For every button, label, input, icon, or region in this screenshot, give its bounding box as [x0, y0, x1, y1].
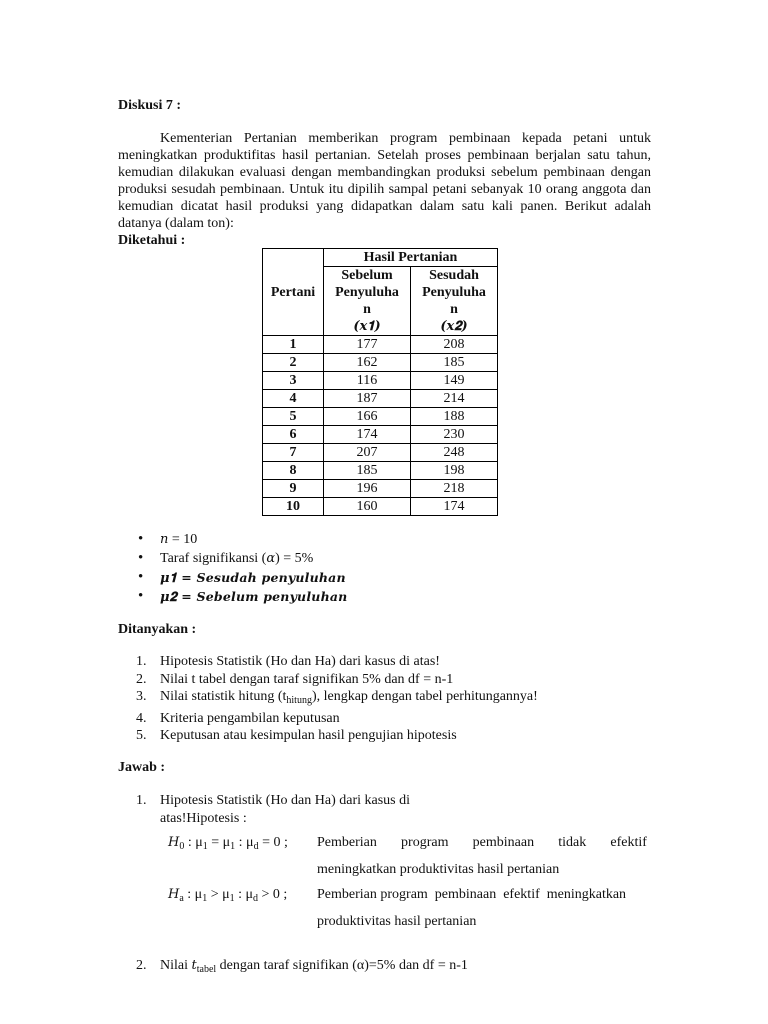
asked-item-number: 3. [136, 689, 147, 704]
cell-pertani: 7 [263, 444, 324, 462]
answer-heading: Jawab : [118, 760, 166, 775]
asked-item-text: Nilai t tabel dengan taraf signifikan 5% dan df = n-1 [160, 671, 454, 687]
ha-desc-line1: Pemberian program pembinaan efektif meningkatkan [317, 887, 627, 902]
intro-paragraph: Kementerian Pertanian memberikan program pembinaan kepada petani untuk meningkatkan produktifitas hasil pertanian. Setelah proses pembinaan berjalan satu tahun, kemudian dilakukan evaluasi dengan membandingkan produksi sebelum pembinaan dengan produksi sesudah pembinaan. Untuk itu dipilih sampal petani sebanyak 10 orang anggota dan kemudian dicatat hasil produksi yang didapatkan dalam satu kali panen. Berikut adalah datanya (dalam ton): [118, 131, 651, 231]
given-n [118, 530, 347, 549]
cell-before: 174 [324, 426, 411, 444]
answer-item-1-line1: Hipotesis Statistik (Ho dan Ha) dari kasus di [160, 793, 411, 808]
table-row [263, 354, 498, 372]
ha-mu-sub: 1 [202, 893, 208, 904]
t-symbol: t [191, 958, 197, 973]
cell-before: 160 [324, 498, 411, 516]
h0-subscript: 0 [179, 841, 185, 852]
asked-item-text: Keputusan atau kesimpulan hasil pengujian hipotesis [160, 728, 457, 743]
asked-list [118, 653, 538, 745]
header-after-line2: Penyuluha [422, 285, 486, 300]
cell-before: 166 [324, 408, 411, 426]
header-before [324, 267, 411, 336]
data-table [262, 248, 498, 516]
cell-pertani: 8 [263, 462, 324, 480]
cell-after: 214 [411, 390, 498, 408]
ha-symbol: H [168, 887, 180, 902]
h0-eq: = μ [207, 835, 231, 850]
table-row [263, 336, 498, 354]
ha-mud-sub: d [253, 893, 259, 904]
cell-pertani: 4 [263, 390, 324, 408]
cell-pertani: 9 [263, 480, 324, 498]
alpha-label: Taraf signifikansi ( [160, 551, 267, 566]
asked-item-number: 1. [136, 654, 147, 669]
given-mu1 [118, 568, 347, 587]
n-value: = 10 [168, 532, 198, 547]
known-heading: Diketahui : [118, 233, 186, 248]
mu1-symbol: 𝝁𝟏 [160, 571, 177, 586]
table-body [263, 336, 498, 516]
table-row [263, 426, 498, 444]
h0-mu: : μ [184, 835, 203, 850]
cell-before: 187 [324, 390, 411, 408]
cell-before: 207 [324, 444, 411, 462]
cell-after: 208 [411, 336, 498, 354]
header-after-line1: Sesudah [429, 268, 479, 283]
header-hasil-pertanian: Hasil Pertanian [324, 249, 498, 267]
asked-item [118, 653, 538, 671]
asked-item-text: Hipotesis Statistik (Ho dan Ha) dari kasus di atas! [160, 654, 440, 669]
header-before-symbol: (𝒙𝟏) [353, 319, 381, 334]
asked-item-number: 2. [136, 671, 147, 687]
ha-desc-line2: produktivitas hasil pertanian [317, 914, 477, 929]
asked-item-number: 4. [136, 710, 147, 726]
mu1-text: = 𝑺𝒆𝒔𝒖𝒅𝒂𝒉 𝒑𝒆𝒏𝒚𝒖𝒍𝒖𝒉𝒂𝒏 [176, 570, 346, 585]
page-title: Diskusi 7 : [118, 98, 182, 113]
h0-symbol: H [168, 835, 180, 850]
h0-end: = 0 ; [258, 835, 288, 850]
mu2-symbol: 𝝁𝟐 [160, 590, 177, 605]
header-after [411, 267, 498, 336]
cell-after: 230 [411, 426, 498, 444]
cell-pertani: 6 [263, 426, 324, 444]
given-list [118, 530, 347, 606]
ha-mu2-sub: 1 [229, 893, 235, 904]
table-row [263, 480, 498, 498]
given-alpha [118, 549, 347, 568]
answer-list [118, 792, 438, 827]
asked-item [118, 671, 538, 689]
table-row [263, 408, 498, 426]
h0-mud: : μ [235, 835, 254, 850]
h0-hypothesis [0, 834, 768, 884]
h0-desc-word: efektif [610, 835, 647, 850]
ha-mu: : μ [183, 887, 203, 902]
h0-desc-word: tidak [558, 835, 587, 850]
cell-before: 185 [324, 462, 411, 480]
table-row [263, 372, 498, 390]
answer-item-number: 1. [136, 793, 147, 808]
t-hitung-subscript: hitung [286, 695, 312, 706]
h0-expression [168, 834, 288, 855]
cell-after: 218 [411, 480, 498, 498]
ha-subscript: a [179, 893, 184, 904]
asked-item-text: Kriteria pengambilan keputusan [160, 710, 340, 726]
t-tabel-subscript: tabel [196, 964, 217, 975]
h0-mu-sub: 1 [202, 841, 208, 852]
asked-item [118, 710, 538, 728]
h0-desc-word: pembinaan [472, 835, 535, 850]
asked-item-text: Nilai statistik hitung (t [160, 689, 287, 704]
cell-before: 162 [324, 354, 411, 372]
cell-after: 188 [411, 408, 498, 426]
header-pertani: Pertani [263, 249, 324, 336]
cell-after: 149 [411, 372, 498, 390]
cell-after: 248 [411, 444, 498, 462]
answer-item-2-number: 2. [136, 958, 147, 973]
ha-end: > 0 ; [258, 887, 288, 902]
header-after-symbol: (𝒙𝟐) [440, 319, 468, 334]
header-before-line2: Penyuluha [335, 285, 399, 300]
alpha-value: ) = 5% [275, 551, 314, 566]
header-before-line1: Sebelum [341, 268, 393, 283]
answer-item-2-post: dengan taraf signifikan (α)=5% dan df = n-1 [216, 958, 468, 973]
cell-pertani: 5 [263, 408, 324, 426]
mu2-text: = 𝑺𝒆𝒃𝒆𝒍𝒖𝒎 𝒑𝒆𝒏𝒚𝒖𝒍𝒖𝒉𝒂𝒏 [176, 589, 348, 604]
ha-expression [168, 886, 287, 907]
header-before-line3: n [363, 302, 371, 317]
cell-pertani: 3 [263, 372, 324, 390]
cell-before: 196 [324, 480, 411, 498]
asked-heading: Ditanyakan : [118, 622, 197, 637]
given-mu2 [118, 587, 347, 606]
asked-item-text-tail: ), lengkap dengan tabel perhitungannya! [311, 689, 538, 704]
answer-item-2 [160, 957, 468, 978]
cell-before: 177 [324, 336, 411, 354]
header-after-line3: n [450, 302, 458, 317]
h0-desc-word: Pemberian [317, 835, 377, 850]
cell-after: 174 [411, 498, 498, 516]
table-row [263, 462, 498, 480]
n-variable: n [160, 532, 169, 547]
ha-gt: > μ [207, 887, 230, 902]
answer-item-2-pre: Nilai [160, 958, 192, 973]
ha-mud: : μ [234, 887, 254, 902]
table-row [263, 390, 498, 408]
cell-pertani: 10 [263, 498, 324, 516]
h0-desc-word: program [401, 835, 449, 850]
h0-mu2-sub: 1 [230, 841, 236, 852]
cell-pertani: 1 [263, 336, 324, 354]
h0-desc-line1 [317, 834, 647, 851]
h0-mud-sub: d [253, 841, 259, 852]
table-row [263, 498, 498, 516]
alpha-symbol: α [266, 551, 276, 566]
answer-item-1-line2: atas!Hipotesis : [160, 810, 247, 826]
asked-item [118, 688, 538, 710]
ha-hypothesis [0, 886, 768, 936]
cell-after: 198 [411, 462, 498, 480]
cell-after: 185 [411, 354, 498, 372]
cell-before: 116 [324, 372, 411, 390]
asked-item-number: 5. [136, 728, 147, 743]
table-row [263, 444, 498, 462]
h0-desc-line2: meningkatkan produktivitas hasil pertanian [317, 862, 560, 877]
asked-item [118, 727, 538, 745]
answer-item-1 [118, 792, 438, 827]
cell-pertani: 2 [263, 354, 324, 372]
